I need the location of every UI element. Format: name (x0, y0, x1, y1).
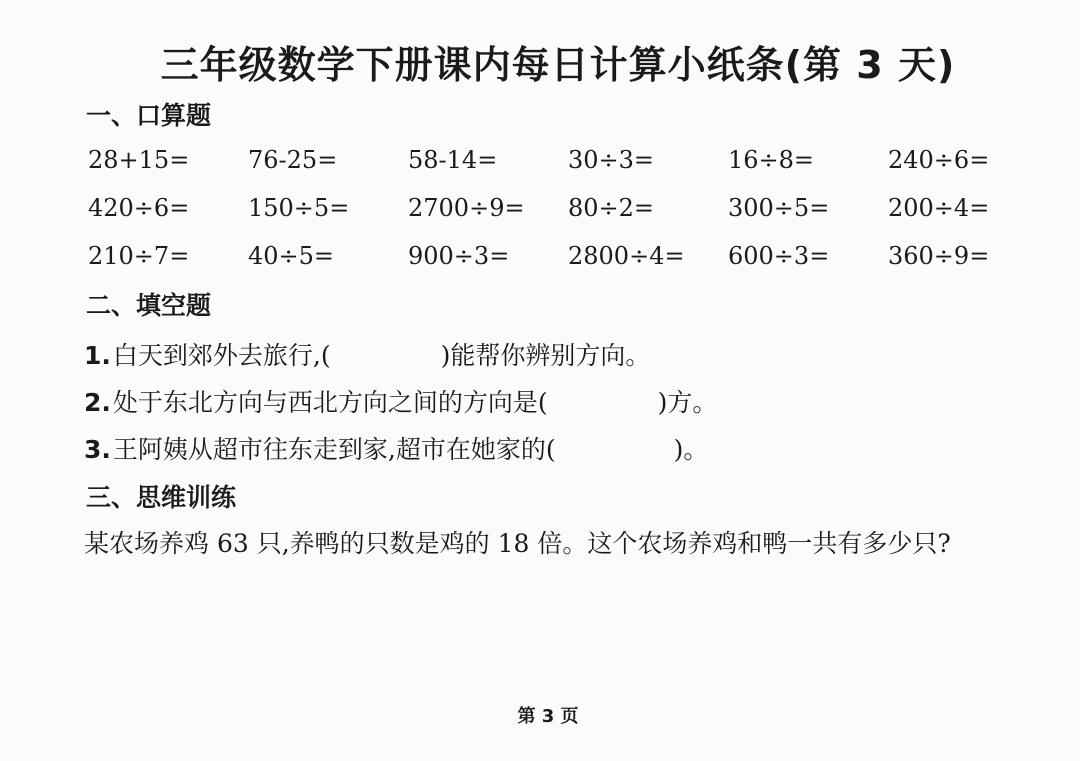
oral-item: 210÷7= (88, 242, 190, 270)
oral-item: 2700÷9= (408, 194, 525, 222)
section-heading-thinking: 三、思维训练 (86, 483, 237, 512)
question-text-before: 白天到郊外去旅行,( (112, 341, 331, 370)
oral-item: 150÷5= (248, 194, 350, 222)
oral-item: 420÷6= (88, 194, 190, 222)
question-number: 3. (84, 435, 111, 464)
oral-calc-grid (88, 140, 1048, 284)
oral-item: 30÷3= (568, 146, 655, 174)
oral-item: 240÷6= (888, 146, 990, 174)
oral-item: 76-25= (248, 146, 338, 174)
thinking-problem-text: 某农场养鸡 63 只,养鸭的只数是鸡的 18 倍。这个农场养鸡和鸭一共有多少只? (84, 529, 951, 558)
oral-item: 300÷5= (728, 194, 830, 222)
oral-item: 200÷4= (888, 194, 990, 222)
oral-item: 40÷5= (248, 242, 335, 270)
oral-item: 2800÷4= (568, 242, 685, 270)
question-text-after: )能帮你辨别方向。 (440, 341, 651, 370)
oral-item: 360÷9= (888, 242, 990, 270)
section-heading-fill: 二、填空题 (86, 291, 212, 320)
page-title: 三年级数学下册课内每日计算小纸条(第 3 天) (160, 43, 956, 87)
section-heading-oral: 一、口算题 (86, 101, 212, 130)
question-number: 2. (84, 388, 111, 417)
question-text-after: )。 (673, 435, 709, 464)
fill-question-3 (84, 430, 708, 466)
oral-item: 16÷8= (728, 146, 815, 174)
page-number: 第 3 页 (517, 706, 579, 727)
question-text-before: 王阿姨从超市往东走到家,超市在她家的( (112, 435, 556, 464)
oral-item: 58-14= (408, 146, 498, 174)
question-number: 1. (84, 341, 111, 370)
oral-item: 600÷3= (728, 242, 830, 270)
oral-item: 80÷2= (568, 194, 655, 222)
question-text-after: )方。 (657, 388, 718, 417)
fill-question-2 (84, 383, 717, 419)
fill-question-1 (84, 336, 650, 372)
oral-item: 900÷3= (408, 242, 510, 270)
oral-item: 28+15= (88, 146, 190, 174)
question-text-before: 处于东北方向与西北方向之间的方向是( (112, 388, 548, 417)
